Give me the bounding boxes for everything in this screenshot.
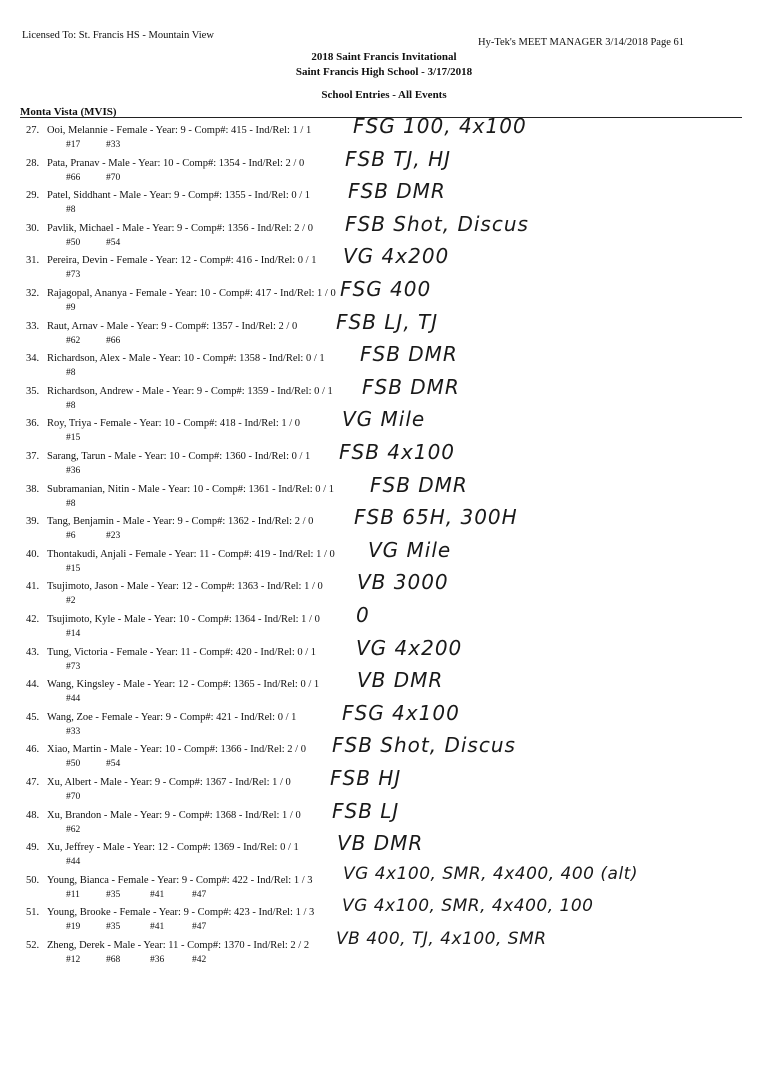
event-number: #23 [106, 531, 121, 542]
event-number: #47 [192, 922, 207, 933]
entry-number: 45. [26, 711, 40, 723]
event-number: #11 [66, 889, 80, 900]
entry-info: Wang, Kingsley - Male - Year: 12 - Comp#: 1365 - Ind/Rel: 0 / 1 [47, 679, 320, 691]
entry-number: 33. [26, 320, 40, 332]
handwritten-entry: FSB LJ, TJ [336, 309, 439, 334]
event-number: #66 [66, 172, 81, 183]
handwritten-entry: VG 4x200 [343, 244, 450, 269]
event-number: #15 [66, 563, 81, 574]
event-number: #8 [66, 205, 76, 216]
entry-info: Tung, Victoria - Female - Year: 11 - Comp#: 420 - Ind/Rel: 0 / 1 [47, 646, 317, 658]
event-number: #62 [66, 335, 81, 346]
entry-info: Richardson, Alex - Male - Year: 10 - Comp#: 1358 - Ind/Rel: 0 / 1 [47, 353, 325, 365]
handwritten-entry: FSG 100, 4x100 [353, 114, 527, 138]
event-number: #47 [192, 889, 207, 900]
event-number: #15 [66, 433, 81, 444]
handwritten-entry: VG Mile [342, 407, 426, 432]
event-number: #19 [66, 922, 81, 933]
event-number: #2 [66, 596, 76, 607]
event-number: #14 [66, 629, 81, 639]
entry-number: 28. [26, 157, 40, 169]
event-number: #8 [66, 400, 76, 411]
event-number: #35 [106, 889, 121, 900]
entry-info: Tsujimoto, Jason - Male - Year: 12 - Comp#: 1363 - Ind/Rel: 1 / 0 [47, 581, 323, 593]
handwritten-entry: FSG 400 [340, 277, 432, 301]
report-title: School Entries - All Events [321, 89, 447, 101]
entry-info: Pereira, Devin - Female - Year: 12 - Comp#: 416 - Ind/Rel: 0 / 1 [47, 255, 317, 267]
licensed-to: Licensed To: St. Francis HS - Mountain View [22, 30, 214, 41]
entry-number: 36. [26, 418, 40, 430]
event-number: #62 [66, 824, 81, 835]
entry-number: 27. [26, 125, 40, 136]
team-name: Monta Vista (MVIS) [20, 106, 117, 118]
handwritten-entry: VG 4x100, SMR, 4x400, 100 [342, 896, 594, 917]
handwritten-entry: FSB DMR [348, 179, 446, 204]
handwritten-entry: VB DMR [357, 668, 444, 693]
entry-number: 47. [26, 777, 40, 788]
event-number: #41 [150, 922, 165, 933]
handwritten-entry: VB DMR [337, 831, 424, 856]
event-number: #54 [106, 237, 121, 248]
entry-number: 34. [26, 353, 40, 365]
event-number: #50 [66, 759, 81, 770]
entry-number: 43. [26, 646, 40, 658]
entry-info: Xiao, Martin - Male - Year: 10 - Comp#: 1366 - Ind/Rel: 2 / 0 [47, 744, 306, 756]
meet-manager-header: Hy-Tek's MEET MANAGER 3/14/2018 Page 61 [478, 37, 684, 48]
entry-info: Xu, Brandon - Male - Year: 9 - Comp#: 1368 - Ind/Rel: 1 / 0 [47, 809, 301, 821]
event-number: #42 [192, 955, 207, 965]
entry-number: 46. [26, 744, 40, 756]
entry-number: 48. [26, 809, 40, 821]
entry-number: 30. [26, 222, 40, 234]
handwritten-entry: FSB 4x100 [339, 440, 456, 464]
entry-info: Pavlik, Michael - Male - Year: 9 - Comp#: 1356 - Ind/Rel: 2 / 0 [47, 222, 313, 234]
entry-number: 44. [26, 679, 40, 691]
handwritten-entry: VB 400, TJ, 4x100, SMR [336, 929, 547, 949]
entry-info: Xu, Jeffrey - Male - Year: 12 - Comp#: 1369 - Ind/Rel: 0 / 1 [47, 842, 299, 854]
event-number: #35 [106, 922, 121, 933]
entry-info: Young, Bianca - Female - Year: 9 - Comp#: 422 - Ind/Rel: 1 / 3 [47, 874, 313, 886]
event-number: #73 [66, 270, 81, 281]
entry-info: Richardson, Andrew - Male - Year: 9 - Comp#: 1359 - Ind/Rel: 0 / 1 [47, 385, 333, 397]
entry-number: 32. [26, 288, 40, 299]
handwritten-entry: 0 [356, 603, 370, 627]
event-number: #41 [150, 889, 165, 900]
entry-info: Tang, Benjamin - Male - Year: 9 - Comp#: 1362 - Ind/Rel: 2 / 0 [47, 516, 314, 528]
meet-subtitle: Saint Francis High School - 3/17/2018 [295, 66, 473, 78]
entry-row [0, 570, 768, 613]
entry-number: 38. [26, 483, 40, 495]
event-number: #17 [66, 140, 81, 150]
event-number: #12 [66, 955, 81, 965]
entry-info: Xu, Albert - Male - Year: 9 - Comp#: 1367 - Ind/Rel: 1 / 0 [47, 777, 291, 788]
handwritten-entry: FSB HJ [330, 766, 402, 790]
entry-info: Wang, Zoe - Female - Year: 9 - Comp#: 421 - Ind/Rel: 0 / 1 [47, 711, 297, 723]
entry-info: Rajagopal, Ananya - Female - Year: 10 - Comp#: 417 - Ind/Rel: 1 / 0 [47, 288, 336, 299]
entry-number: 35. [26, 385, 40, 397]
entry-number: 39. [26, 516, 40, 528]
entry-number: 31. [26, 255, 40, 267]
entry-number: 41. [26, 581, 40, 593]
handwritten-entry: VG 4x100, SMR, 4x400, 400 (alt) [343, 863, 638, 884]
event-number: #36 [66, 466, 81, 476]
entry-info: Roy, Triya - Female - Year: 10 - Comp#: 418 - Ind/Rel: 1 / 0 [47, 418, 301, 430]
entry-number: 40. [26, 548, 40, 560]
event-number: #70 [66, 792, 81, 802]
handwritten-entry: FSB DMR [362, 374, 460, 399]
entry-info: Tsujimoto, Kyle - Male - Year: 10 - Comp#: 1364 - Ind/Rel: 1 / 0 [47, 614, 320, 625]
event-number: #33 [66, 726, 81, 737]
handwritten-entry: FSB TJ, HJ [345, 146, 452, 171]
event-number: #68 [106, 955, 121, 965]
entry-info: Young, Brooke - Female - Year: 9 - Comp#: 423 - Ind/Rel: 1 / 3 [47, 907, 315, 919]
handwritten-entry: FSG 4x100 [342, 700, 460, 725]
entry-info: Raut, Arnav - Male - Year: 9 - Comp#: 1357 - Ind/Rel: 2 / 0 [47, 320, 298, 332]
entry-info: Pata, Pranav - Male - Year: 10 - Comp#: 1354 - Ind/Rel: 2 / 0 [47, 157, 305, 169]
event-number: #33 [106, 140, 121, 150]
event-number: #73 [66, 661, 81, 672]
handwritten-entry: FSB 65H, 300H [354, 505, 518, 530]
event-number: #8 [66, 498, 76, 509]
event-number: #44 [66, 694, 81, 705]
entry-info: Zheng, Derek - Male - Year: 11 - Comp#: 1370 - Ind/Rel: 2 / 2 [47, 940, 310, 951]
event-number: #6 [66, 531, 76, 542]
entry-number: 29. [26, 190, 40, 202]
entry-info: Patel, Siddhant - Male - Year: 9 - Comp#: 1355 - Ind/Rel: 0 / 1 [47, 190, 311, 202]
meet-title: 2018 Saint Francis Invitational [311, 51, 457, 63]
entry-number: 49. [26, 842, 40, 854]
entry-row [0, 929, 768, 972]
handwritten-entry: FSB DMR [370, 472, 468, 497]
handwritten-entry: VG Mile [368, 537, 452, 562]
handwritten-entry: FSB LJ [332, 798, 400, 823]
event-number: #70 [106, 172, 121, 183]
event-number: #54 [106, 759, 121, 770]
entry-number: 52. [26, 940, 40, 951]
entry-number: 42. [26, 614, 40, 625]
event-number: #8 [66, 368, 76, 379]
handwritten-entry: FSB Shot, Discus [345, 211, 529, 236]
entry-info: Thontakudi, Anjali - Female - Year: 11 - Comp#: 419 - Ind/Rel: 1 / 0 [47, 548, 335, 560]
event-number: #9 [66, 303, 76, 313]
event-number: #44 [66, 857, 81, 868]
handwritten-entry: VG 4x200 [356, 635, 463, 660]
event-number: #50 [66, 237, 81, 248]
handwritten-entry: VB 3000 [357, 570, 449, 595]
handwritten-entry: FSB Shot, Discus [332, 733, 516, 758]
entry-info: Subramanian, Nitin - Male - Year: 10 - Comp#: 1361 - Ind/Rel: 0 / 1 [47, 483, 334, 495]
entry-number: 50. [26, 874, 40, 886]
entry-number: 37. [26, 451, 40, 462]
handwritten-entry: FSB DMR [360, 342, 458, 367]
entry-number: 51. [26, 907, 40, 919]
event-number: #36 [150, 955, 165, 965]
event-number: #66 [106, 335, 121, 346]
entry-info: Ooi, Melannie - Female - Year: 9 - Comp#: 415 - Ind/Rel: 1 / 1 [47, 125, 312, 136]
entry-info: Sarang, Tarun - Male - Year: 10 - Comp#: 1360 - Ind/Rel: 0 / 1 [47, 451, 311, 462]
